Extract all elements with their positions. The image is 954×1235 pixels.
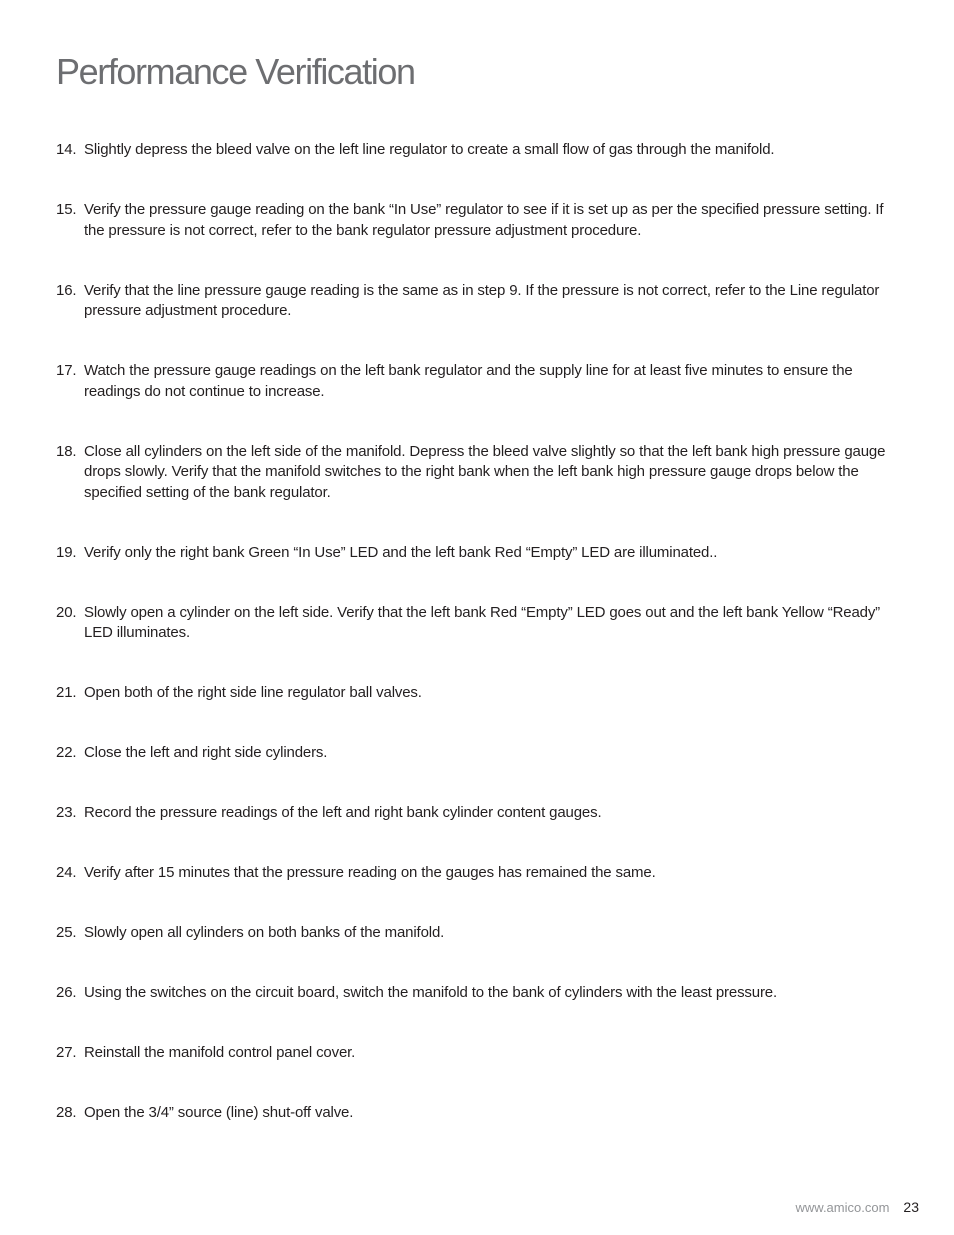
step-26 <box>56 983 896 1004</box>
step-number: 15. <box>56 201 77 218</box>
step-21 <box>56 683 896 704</box>
step-28 <box>56 1103 896 1124</box>
step-text: Verify that the line pressure gauge reading is the same as in step 9. If the pressure is not correct, refer to the Line regulator pressure adjustment procedure. <box>84 281 880 319</box>
step-text: Reinstall the manifold control panel cover. <box>84 1044 356 1061</box>
step-18 <box>56 442 896 504</box>
step-number: 27. <box>56 1044 77 1061</box>
step-text: Using the switches on the circuit board, switch the manifold to the bank of cylinders with the least pressure. <box>84 984 778 1001</box>
step-19 <box>56 543 896 564</box>
procedure-steps <box>56 140 896 1124</box>
page-footer <box>796 1198 920 1217</box>
step-number: 26. <box>56 984 77 1001</box>
step-text: Slowly open a cylinder on the left side. Verify that the left bank Red “Empty” LED goes out and the left bank Yellow “Ready” LED illuminates. <box>84 603 881 641</box>
step-number: 21. <box>56 684 77 701</box>
step-25 <box>56 923 896 944</box>
step-20 <box>56 603 896 644</box>
step-number: 22. <box>56 744 77 761</box>
step-text: Watch the pressure gauge readings on the left bank regulator and the supply line for at least five minutes to ensure the readings do not continue to increase. <box>84 362 853 400</box>
step-number: 28. <box>56 1104 77 1121</box>
step-number: 14. <box>56 141 77 158</box>
page-number: 23 <box>903 1199 919 1215</box>
step-17 <box>56 361 896 402</box>
step-text: Open both of the right side line regulator ball valves. <box>84 684 422 701</box>
step-number: 23. <box>56 804 77 821</box>
step-number: 16. <box>56 281 77 299</box>
step-text: Verify only the right bank Green “In Use” LED and the left bank Red “Empty” LED are illuminated.. <box>84 543 718 561</box>
step-number: 24. <box>56 864 77 881</box>
step-22 <box>56 743 896 764</box>
step-24 <box>56 863 896 884</box>
step-text: Verify after 15 minutes that the pressure reading on the gauges has remained the same. <box>84 864 656 881</box>
step-14 <box>56 140 896 161</box>
page-title: Performance Verification <box>56 51 415 92</box>
step-15 <box>56 200 896 241</box>
step-text: Close the left and right side cylinders. <box>84 744 328 761</box>
step-text: Close all cylinders on the left side of the manifold. Depress the bleed valve slightly so that the left bank high pressure gauge drops slowly. Verify that the manifold switches to the right bank when the left bank high pressure gauge drops below the specified setting of the bank regulator. <box>84 442 886 501</box>
step-text: Open the 3/4” source (line) shut-off valve. <box>84 1104 354 1121</box>
step-27 <box>56 1043 896 1064</box>
step-text: Record the pressure readings of the left and right bank cylinder content gauges. <box>84 804 602 821</box>
step-number: 17. <box>56 362 77 379</box>
step-text: Verify the pressure gauge reading on the bank “In Use” regulator to see if it is set up as per the specified pressure setting. If the pressure is not correct, refer to the bank regulator pressure adjustment procedure. <box>84 201 884 239</box>
step-16 <box>56 281 896 322</box>
step-23 <box>56 803 896 824</box>
step-number: 19. <box>56 543 77 561</box>
step-text: Slowly open all cylinders on both banks of the manifold. <box>84 924 445 941</box>
footer-url: www.amico.com <box>795 1200 890 1215</box>
step-number: 20. <box>56 603 77 621</box>
step-number: 18. <box>56 442 77 460</box>
step-text: Slightly depress the bleed valve on the left line regulator to create a small flow of gas through the manifold. <box>84 141 775 158</box>
step-number: 25. <box>56 924 77 941</box>
